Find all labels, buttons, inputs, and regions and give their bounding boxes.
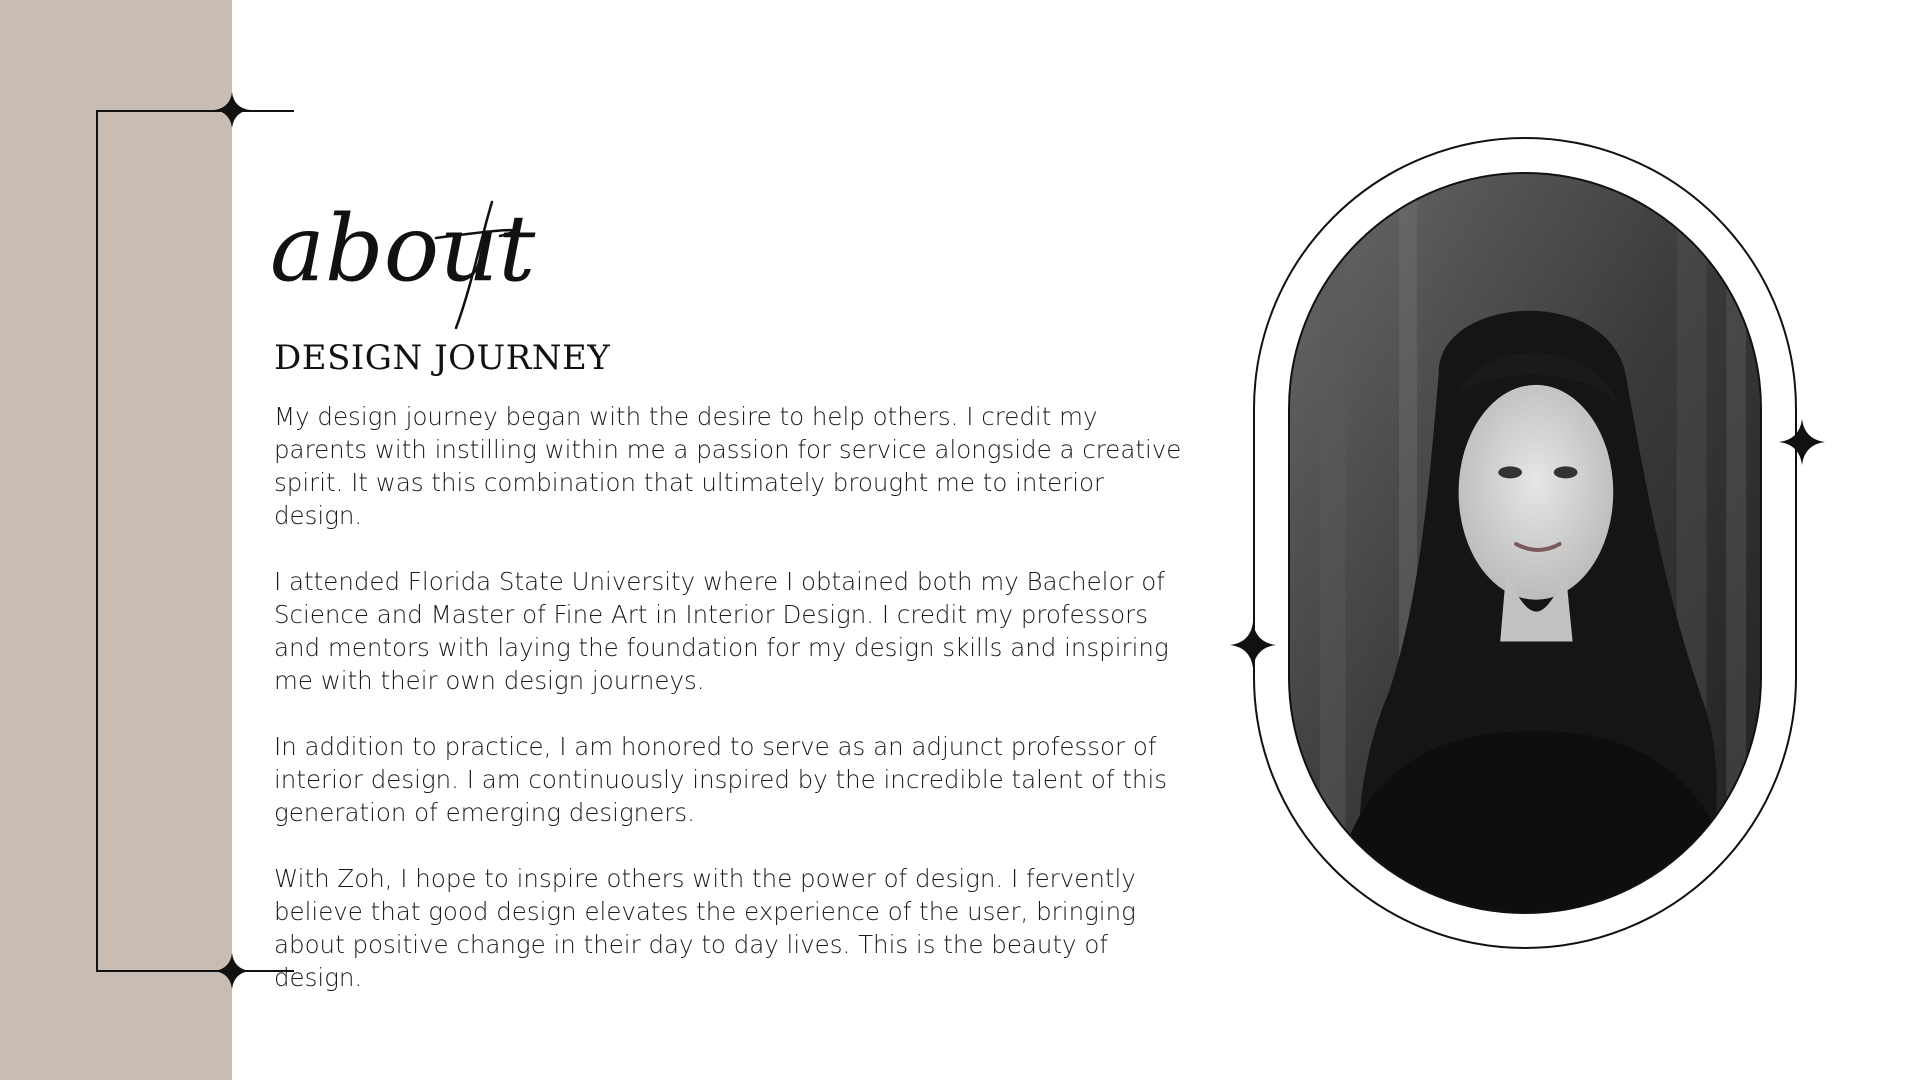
script-title [266, 178, 726, 338]
section-subtitle: DESIGN JOURNEY [274, 338, 611, 378]
bio-paragraph: I attended Florida State University where I obtained both my Bachelor of Science and Master of Fine Art in Interior Design. I credit my professors and mentors with laying the foundation for my design skills and inspiring me with their own design journeys. [274, 567, 1169, 695]
bio-paragraph: In addition to practice, I am honored to serve as an adjunct professor of interior design. I am continuously inspired by the incredible talent of this generation of emerging designers. [274, 732, 1168, 827]
bio-paragraph: My design journey began with the desire to help others. I credit my parents with instilling within me a passion for service alongside a creative spirit. It was this combination that ultimately brought me to interior design. [274, 402, 1182, 530]
bracket-frame [96, 110, 236, 972]
portrait-photo [1288, 172, 1762, 914]
portrait-image [1290, 174, 1760, 912]
sparkle-icon [1779, 419, 1825, 465]
bio-text [274, 400, 1184, 1027]
script-title-text: about [270, 195, 536, 302]
sparkle-icon [214, 953, 250, 989]
sparkle-icon [214, 92, 250, 128]
bio-paragraph: With Zoh, I hope to inspire others with the power of design. I fervently believe that good design elevates the experience of the user, bringing about positive change in their day to day lives. This is the beauty of design. [274, 864, 1136, 992]
sparkle-icon [1230, 622, 1276, 668]
